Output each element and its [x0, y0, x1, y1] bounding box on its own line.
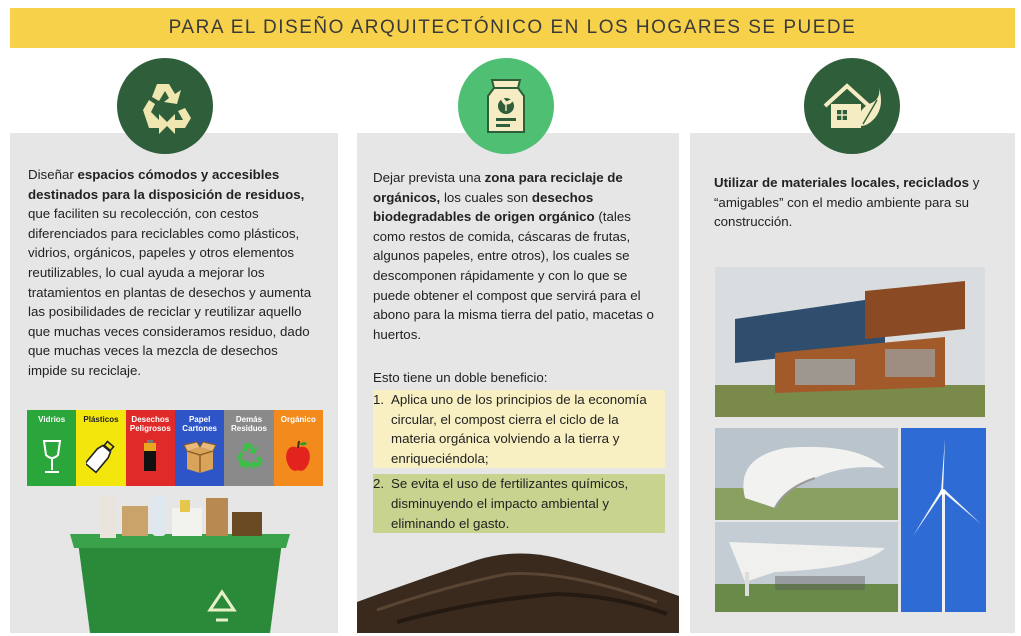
bin-organico	[274, 410, 323, 486]
list-number: 2.	[373, 476, 385, 492]
bin-vidrios	[27, 410, 76, 486]
blade-shelter-photo-1	[715, 428, 898, 520]
panel2-text-e: (tales como restos de comida, cáscaras de frutas, algunos papeles, entre otros), los cuales se descomponen rápidamente y con lo que se puede obtener el compost que servirá para el abono para la misma tierra del patio, macetas o huertos.	[373, 209, 654, 342]
list-item-text: Se evita el uso de fertilizantes químicos, disminuyendo el impacto ambiental y eliminando el gasto.	[391, 476, 629, 531]
panel1-text	[28, 165, 320, 381]
list-item-text: Aplica uno de los principios de la economía circular, el compost cierra el ciclo de la materia orgánica volviendo a la tierra y enriqueciéndola;	[391, 392, 647, 466]
panel3-text-b: y “amigables” con el medio ambiente para su construcción.	[714, 175, 980, 230]
bin-label: Papel Cartones	[182, 415, 217, 433]
panel1-text-bold: espacios cómodos y accesibles destinados para la disposición de residuos,	[28, 167, 305, 202]
blade-shelter-photo-2	[715, 522, 898, 612]
bin-demas	[224, 410, 273, 486]
eco-house-icon	[821, 78, 883, 134]
apple-icon	[283, 439, 313, 475]
benefit-intro: Esto tiene un doble beneficio:	[373, 370, 548, 385]
panel2-text-a: Dejar prevista una	[373, 170, 485, 185]
panel3-text	[714, 173, 994, 232]
list-number: 1.	[373, 392, 385, 407]
panel2-text-bold-2: desechos biodegradables de origen orgánico	[373, 189, 595, 225]
benefit-list	[373, 390, 665, 533]
bin-label: Plásticos	[83, 415, 119, 424]
compost-bag-icon	[478, 74, 534, 138]
panel1-text-c: que faciliten su recolección, con cestos diferenciados para reciclables como plásticos, vidrios, orgánicos, papeles y otros elementos reutilizables, lo cual ayuda a mejorar los tratamientos en plantas de desechos y aumenta las posibilidades de reciclar y reutilizar aquello que muchas veces consideramos residuo, dado que muchas veces la mezcla de desechos impide su reciclaje.	[28, 206, 312, 378]
panel1-text-a: Diseñar	[28, 167, 78, 182]
bin-plasticos	[76, 410, 125, 486]
recycle-icon-circle	[117, 58, 213, 154]
bin-label: Demás Residuos	[230, 415, 267, 433]
bin-peligrosos	[126, 410, 175, 486]
compost-icon-circle	[458, 58, 554, 154]
title-bar	[10, 8, 1015, 48]
glass-icon	[37, 439, 67, 475]
panel2-text-bold-1: zona para reciclaje de orgánicos,	[373, 170, 623, 205]
battery-icon	[135, 439, 165, 475]
bottle-icon	[86, 439, 116, 475]
bin-papel	[175, 410, 224, 486]
panel2-text-c: los cuales son	[440, 189, 532, 205]
panel3-text-bold: Utilizar de materiales locales, reciclados	[714, 175, 969, 190]
compost-soil-photo	[357, 540, 679, 633]
bin-label: Vidrios	[38, 415, 66, 424]
eco-house-icon-circle	[804, 58, 900, 154]
list-item	[373, 390, 665, 468]
panel2-text	[373, 168, 661, 344]
bin-label: Desechos Peligrosos	[129, 415, 171, 433]
recycle-icon	[135, 76, 195, 136]
container-house-photo	[715, 267, 985, 417]
recycle-icon	[233, 439, 265, 471]
recycling-bins-strip	[27, 410, 323, 486]
list-item	[373, 474, 665, 533]
page-title: PARA EL DISEÑO ARQUITECTÓNICO EN LOS HOGARES SE PUEDE	[168, 17, 857, 38]
bin-label: Orgánico	[280, 415, 316, 424]
box-icon	[183, 439, 217, 475]
recycling-bin-photo	[60, 492, 298, 633]
wind-turbine-photo	[901, 428, 986, 612]
